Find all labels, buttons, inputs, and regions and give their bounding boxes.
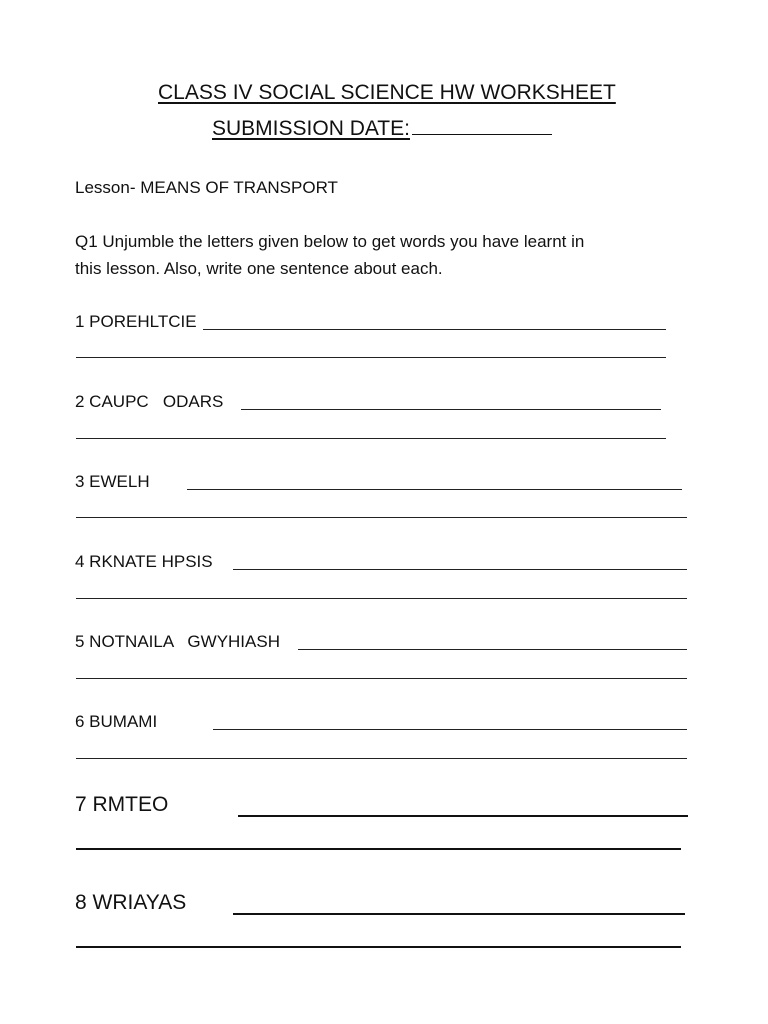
item-2-sentence-line [76, 438, 666, 439]
item-4-answer-line [233, 569, 687, 570]
question-text-line-2: this lesson. Also, write one sentence about each. [75, 259, 443, 278]
item-7-sentence-line [76, 848, 681, 850]
submission-date-blank [412, 114, 552, 135]
item-1-sentence-line [76, 357, 666, 358]
item-8-label: 8 WRIAYAS [75, 891, 187, 914]
item-3-answer-line [187, 489, 682, 490]
item-7-label: 7 RMTEO [75, 793, 169, 816]
item-4-label: 4 RKNATE HPSIS [75, 552, 213, 571]
worksheet-title: CLASS IV SOCIAL SCIENCE HW WORKSHEET [158, 81, 616, 104]
item-3-sentence-line [76, 517, 687, 518]
item-7-answer-line [238, 815, 688, 817]
item-6-answer-line [213, 729, 687, 730]
submission-date-line [212, 114, 552, 142]
item-3-label: 3 EWELH [75, 472, 150, 491]
item-8-answer-line [233, 913, 685, 915]
item-4-sentence-line [76, 598, 687, 599]
item-6-label: 6 BUMAMI [75, 712, 158, 731]
item-8-sentence-line [76, 946, 681, 948]
item-5-answer-line [298, 649, 687, 650]
question-text-line-1: Q1 Unjumble the letters given below to get words you have learnt in [75, 232, 585, 251]
item-6-sentence-line [76, 758, 687, 759]
item-2-label: 2 CAUPC ODARS [75, 392, 224, 411]
item-2-answer-line [241, 409, 661, 410]
submission-date-label: SUBMISSION DATE: [212, 117, 410, 140]
item-1-answer-line [203, 329, 666, 330]
item-5-label: 5 NOTNAILA GWYHIASH [75, 632, 280, 651]
lesson-title: Lesson- MEANS OF TRANSPORT [75, 178, 338, 197]
item-5-sentence-line [76, 678, 687, 679]
item-1-label: 1 POREHLTCIE [75, 312, 197, 331]
